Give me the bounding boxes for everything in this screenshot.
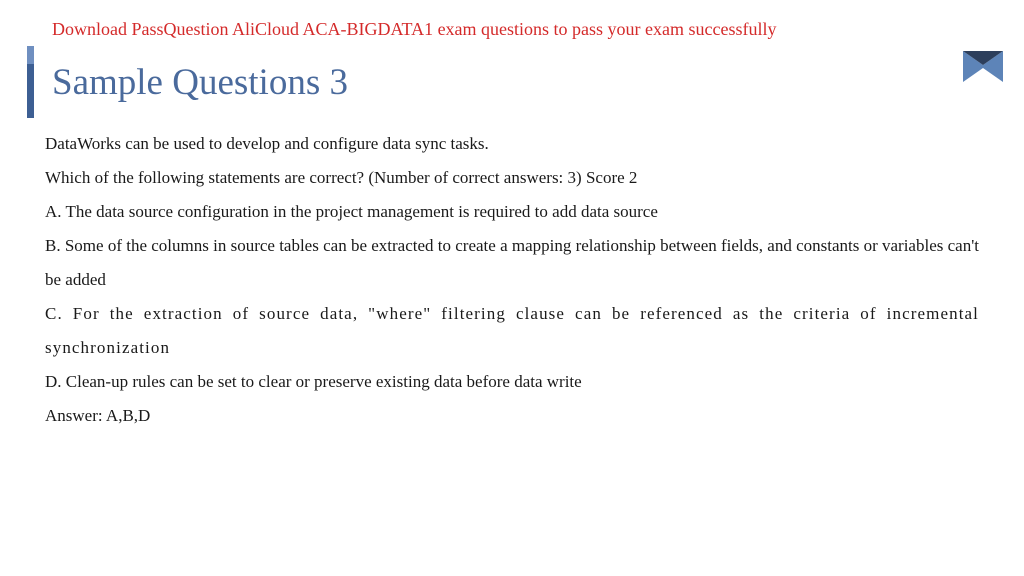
accent-bar-bottom-segment (27, 64, 34, 118)
slide-title: Sample Questions 3 (52, 62, 348, 103)
question-content (45, 127, 979, 433)
option-d: D. Clean-up rules can be set to clear or preserve existing data before data write (45, 372, 582, 391)
answer-line: Answer: A,B,D (45, 406, 151, 425)
download-banner[interactable]: Download PassQuestion AliCloud ACA-BIGDATA1 exam questions to pass your exam successfully (52, 19, 777, 39)
chevron-logo-icon (963, 48, 1003, 82)
option-c: C. For the extraction of source data, "where" filtering clause can be referenced as the criteria of incremental synchronization (45, 304, 979, 357)
question-prompt: Which of the following statements are correct? (Number of correct answers: 3) Score 2 (45, 168, 638, 187)
question-intro: DataWorks can be used to develop and configure data sync tasks. (45, 134, 489, 153)
accent-bar-top-segment (27, 46, 34, 64)
option-a: A. The data source configuration in the project management is required to add data source (45, 202, 658, 221)
title-accent-bar (27, 46, 34, 118)
option-b: B. Some of the columns in source tables can be extracted to create a mapping relationship between fields, and constants or variables can't be added (45, 236, 979, 289)
